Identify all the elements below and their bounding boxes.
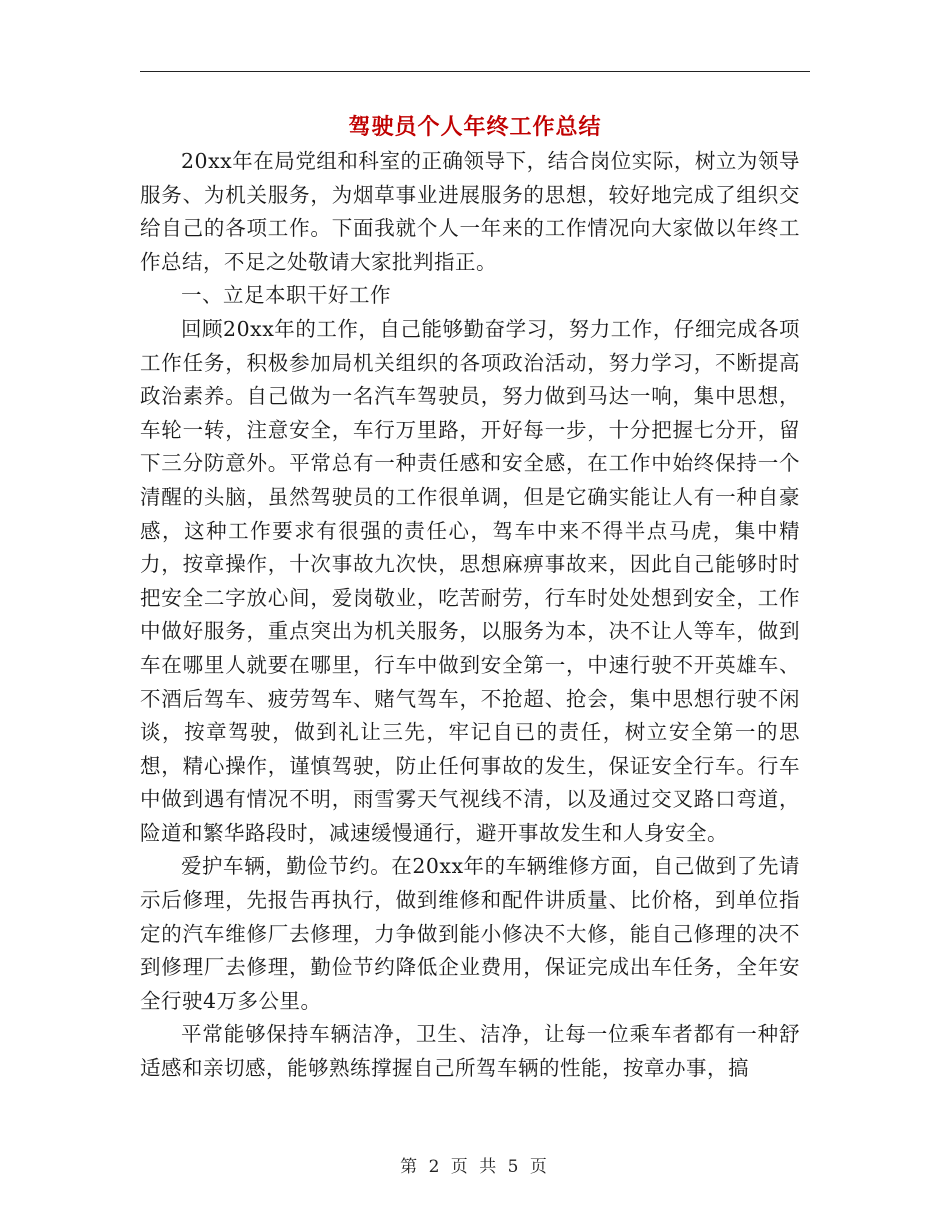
paragraph-cleanliness: 平常能够保持车辆洁净，卫生、洁净，让每一位乘车者都有一种舒适感和亲切感，能够熟练撑握自己所驾车辆的性能，按章办事，搞 [140, 1022, 800, 1081]
header-rule [140, 71, 810, 72]
paragraph-intro: 20xx年在局党组和科室的正确领导下，结合岗位实际，树立为领导服务、为机关服务，为烟草事业进展服务的思想，较好地完成了组织交给自己的各项工作。下面我就个人一年来的工作情况向大家做以年终工作总结，不足之处敬请大家批判指正。 [140, 149, 800, 274]
page-number: 第 2 页 共 5 页 [400, 1157, 550, 1177]
paragraph-review: 回顾20xx年的工作，自己能够勤奋学习，努力工作，仔细完成各项工作任务，积极参加局机关组织的各项政治活动，努力学习，不断提高政治素养。自己做为一名汽车驾驶员，努力做到马达一响，集中思想，车轮一转，注意安全，车行万里路，开好每一步，十分把握七分开，留下三分防意外。平常总有一种责任感和安全感，在工作中始终保持一个清醒的头脑，虽然驾驶员的工作很单调，但是它确实能让人有一种自豪感，这种工作要求有很强的责任心，驾车中来不得半点马虎，集中精力，按章操作，十次事故九次快，思想麻痹事故来，因此自己能够时时把安全二字放心间，爱岗敬业，吃苦耐劳，行车时处处想到安全，工作中做好服务，重点突出为机关服务，以服务为本，决不让人等车，做到车在哪里人就要在哪里，行车中做到安全第一，中速行驶不开英雄车、不酒后驾车、疲劳驾车、赌气驾车，不抢超、抢会，集中思想行驶不闲谈，按章驾驶，做到礼让三先，牢记自已的责任，树立安全第一的思想，精心操作，谨慎驾驶，防止任何事故的发生，保证安全行车。行车中做到遇有情况不明，雨雪雾天气视线不清，以及通过交叉路口弯道，险道和繁华路段时，减速缓慢通行，避开事故发生和人身安全。 [140, 316, 800, 845]
document-title: 驾驶员个人年终工作总结 [348, 114, 602, 140]
document-body [140, 145, 800, 1086]
section-heading: 一、立足本职干好工作 [181, 283, 391, 308]
paragraph-vehicle-care: 爱护车辆，勤俭节约。在20xx年的车辆维修方面，自己做到了先请示后修理，先报告再执行，做到维修和配件讲质量、比价格，到单位指定的汽车维修厂去修理，力争做到能小修决不大修，能自己修理的决不到修理厂去修理，勤俭节约降低企业费用，保证完成出车任务，全年安全行驶4万多公里。 [140, 854, 800, 1013]
